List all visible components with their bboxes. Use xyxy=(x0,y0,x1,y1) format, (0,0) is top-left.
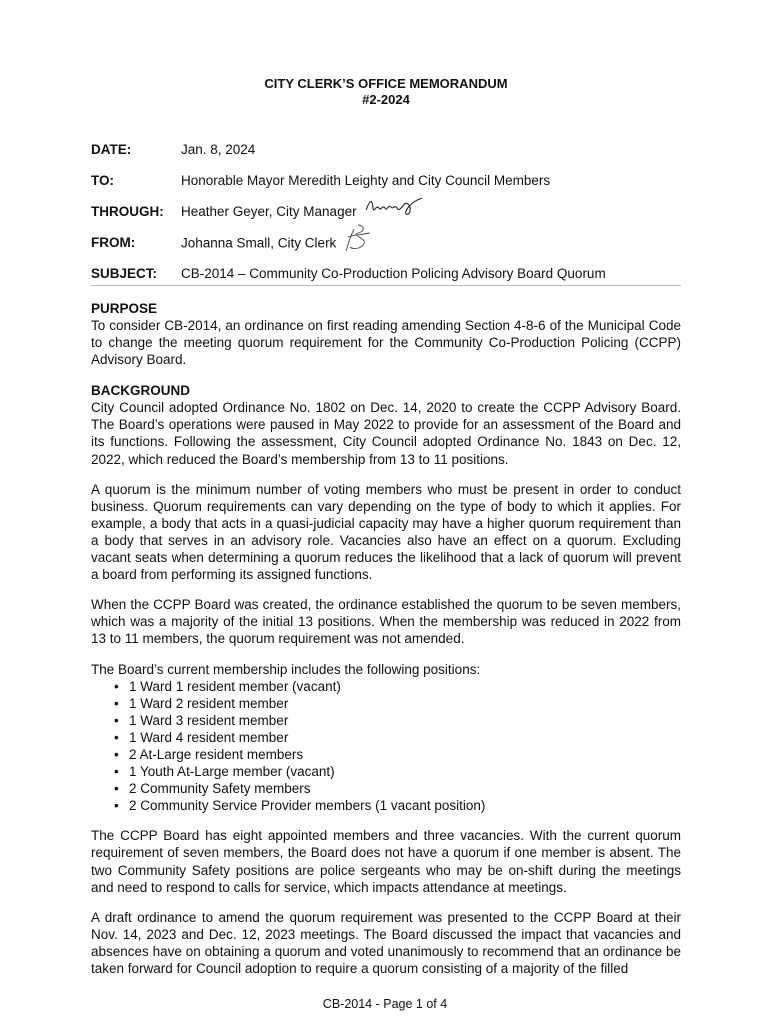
to-label: TO: xyxy=(91,173,114,188)
memo-title: CITY CLERK’S OFFICE MEMORANDUM xyxy=(264,76,508,91)
list-item: • 2 Community Service Provider members (1 vacant position) xyxy=(129,797,681,814)
from-value: Johanna Small, City Clerk xyxy=(181,235,337,251)
subject-label: SUBJECT: xyxy=(91,266,158,281)
list-item: • 1 Ward 2 resident member xyxy=(129,695,681,712)
positions-list xyxy=(91,678,681,815)
through-label: THROUGH: xyxy=(91,204,164,219)
date-value: Jan. 8, 2024 xyxy=(181,142,256,157)
list-item: • 1 Ward 4 resident member xyxy=(129,729,681,746)
through-value: Heather Geyer, City Manager xyxy=(181,204,357,219)
header-date xyxy=(91,142,681,173)
header-through xyxy=(91,204,681,235)
to-value: Honorable Mayor Meredith Leighty and City Council Members xyxy=(181,173,551,188)
list-item: • 1 Ward 3 resident member xyxy=(129,712,681,729)
background-paragraph-5: The CCPP Board has eight appointed members and three vacancies. With the current quorum requirement of seven members, the Board does not have a quorum if one member is absent. The two Community Safety positions are police sergeants who may be on-shift during the meetings and need to respond to calls for service, which impacts attendance at meetings. xyxy=(91,828,681,895)
list-item: • 2 At-Large resident members xyxy=(129,746,681,763)
subject-value: CB-2014 – Community Co-Production Policing Advisory Board Quorum xyxy=(181,266,606,281)
header-from xyxy=(91,235,681,266)
header-subject xyxy=(91,266,681,283)
purpose-heading: PURPOSE xyxy=(91,301,158,316)
from-label: FROM: xyxy=(91,235,136,250)
city-clerk-signature xyxy=(344,223,372,253)
background-paragraph-3: When the CCPP Board was created, the ordinance established the quorum to be seven members, which was a majority of the initial 13 positions. When the membership was reduced in 2022 from 13 to 11 members, the quorum requirement was not amended. xyxy=(91,597,681,647)
city-manager-signature xyxy=(364,194,424,220)
background-paragraph-1: City Council adopted Ordinance No. 1802 on Dec. 14, 2020 to create the CCPP Advisory Board. The Board’s operations were paused in May 2022 to provide for an assessment of the Board and its functions. Following the assessment, City Council adopted Ordinance No. 1843 on Dec. 12, 2022, which reduced the Board’s membership from 13 to 11 positions. xyxy=(91,400,681,467)
list-item: • 1 Ward 1 resident member (vacant) xyxy=(129,678,681,695)
purpose-text: To consider CB-2014, an ordinance on first reading amending Section 4-8-6 of the Municipal Code to change the meeting quorum requirement for the Community Co-Production Policing (CCPP) Advisory Board. xyxy=(91,318,681,368)
page-footer: CB-2014 - Page 1 of 4 xyxy=(322,997,448,1011)
background-paragraph-2: A quorum is the minimum number of voting members who must be present in order to conduct business. Quorum requirements can vary depending on the type of body to which it applies. For example, a body that acts in a quasi-judicial capacity may have a higher quorum requirement than a body that serves in an advisory role. Vacancies also have an effect on a quorum. Excluding vacant seats when determining a quorum reduces the likelihood that a lack of quorum will prevent a board from performing its assigned functions. xyxy=(91,481,681,583)
list-item: • 2 Community Safety members xyxy=(129,780,681,797)
background-heading: BACKGROUND xyxy=(91,383,190,399)
list-item: • 1 Youth At-Large member (vacant) xyxy=(129,763,681,780)
background-paragraph-6: A draft ordinance to amend the quorum requirement was presented to the CCPP Board at their Nov. 14, 2023 and Dec. 12, 2023 meetings. The Board discussed the impact that vacancies and absences have on obtaining a quorum and voted unanimously to recommend that an ordinance be taken forward for Council adoption to require a quorum consisting of a majority of the filled xyxy=(91,909,681,976)
memo-number: #2-2024 xyxy=(362,92,410,107)
memo-page xyxy=(91,76,681,977)
date-label: DATE: xyxy=(91,142,132,157)
background-paragraph-4: The Board’s current membership includes the following positions: xyxy=(91,661,481,677)
